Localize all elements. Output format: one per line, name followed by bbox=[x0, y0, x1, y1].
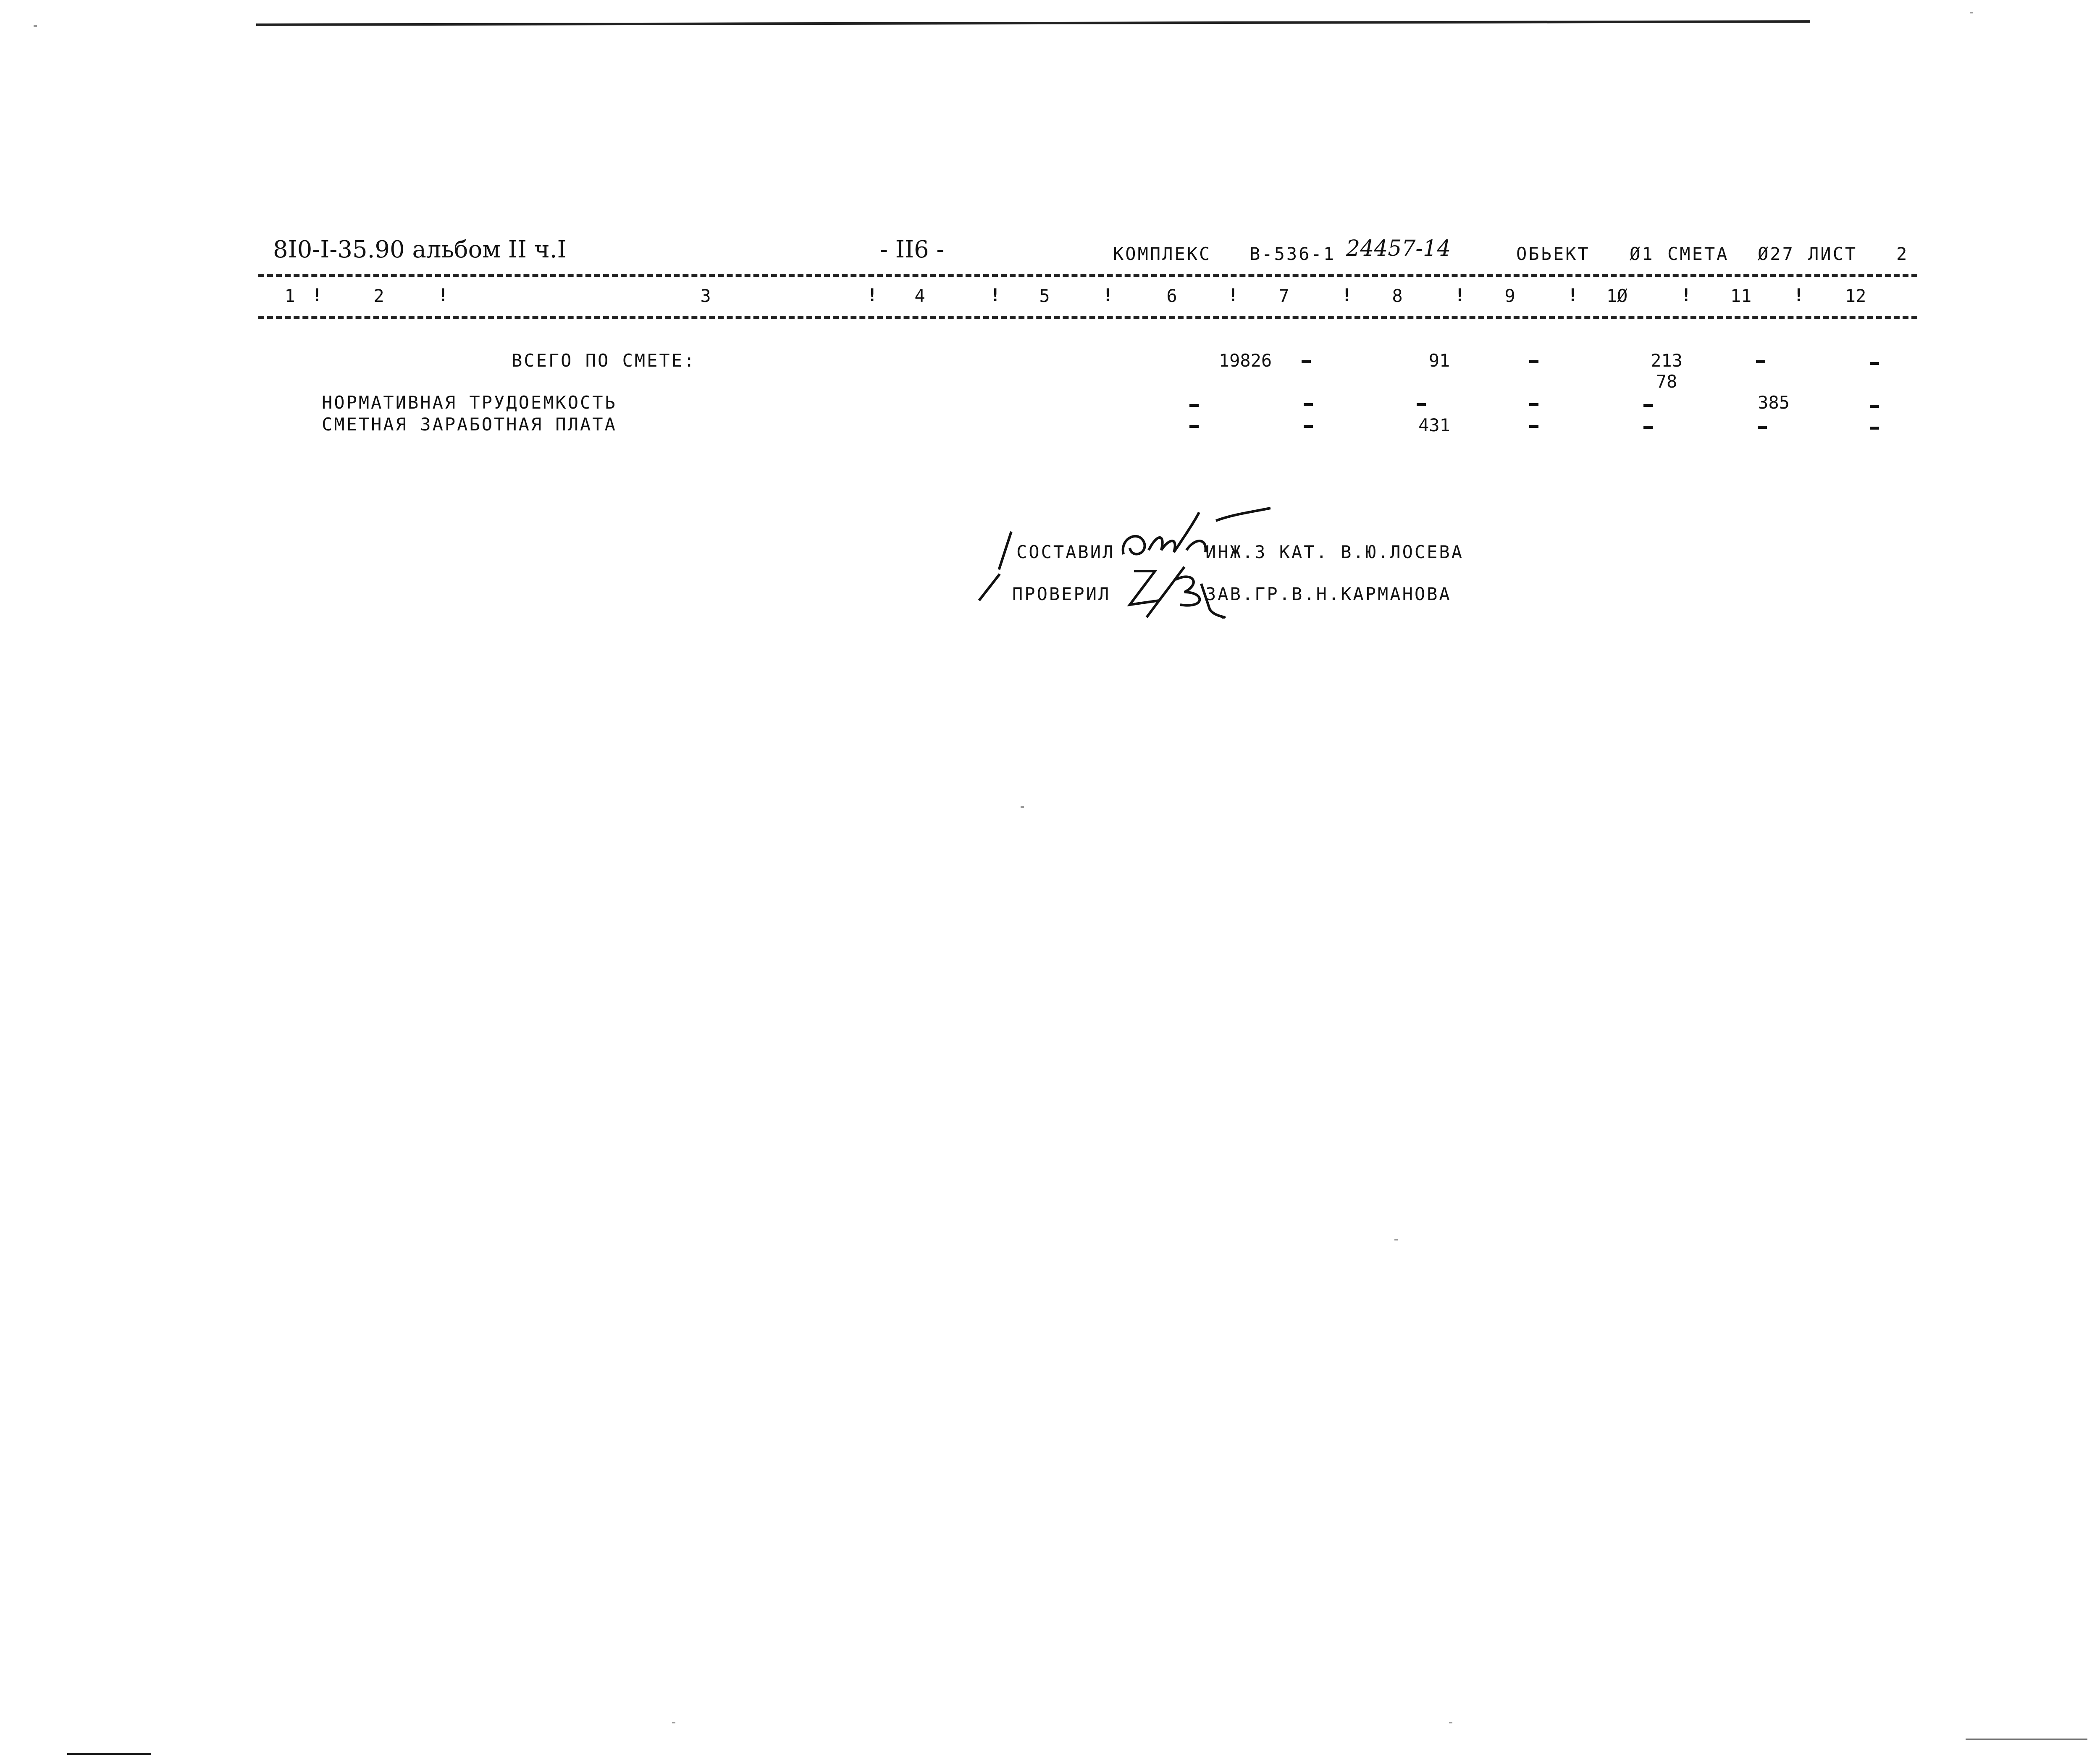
scan-speck bbox=[672, 1722, 675, 1723]
checked-slash-mark bbox=[978, 573, 1001, 601]
row-label: НОРМАТИВНАЯ ТРУДОЕМКОСТЬ bbox=[322, 392, 617, 413]
cell-col8-dash bbox=[1417, 403, 1426, 406]
cell-col10-dash bbox=[1643, 426, 1653, 429]
scan-speck bbox=[1394, 1239, 1398, 1240]
cell-col10-dash bbox=[1643, 404, 1653, 407]
object-label: ОБЬЕКТ bbox=[1516, 244, 1590, 264]
cell-col7-dash bbox=[1302, 360, 1311, 363]
cell-col9-dash bbox=[1529, 425, 1538, 428]
checked-label: ПРОВЕРИЛ bbox=[1012, 584, 1111, 604]
cell-col9-dash bbox=[1529, 403, 1538, 406]
cell-col8: 91 bbox=[1428, 350, 1450, 371]
col-num-5: 5 bbox=[1039, 286, 1050, 306]
cell-col12-dash bbox=[1870, 427, 1879, 430]
col-num-2: 2 bbox=[373, 286, 384, 306]
col-separator: ! bbox=[438, 285, 449, 305]
cell-col6: 19826 bbox=[1218, 350, 1272, 371]
object-number: Ø1 bbox=[1630, 244, 1654, 264]
cell-col6-dash bbox=[1189, 425, 1199, 428]
page-number: - II6 - bbox=[880, 236, 945, 263]
cell-col11-dash bbox=[1758, 426, 1767, 429]
header-dash-line-1 bbox=[258, 274, 1917, 277]
scan-speck bbox=[1449, 1722, 1452, 1723]
cell-col9-dash bbox=[1529, 360, 1538, 363]
col-separator: ! bbox=[1341, 285, 1352, 305]
composed-person: ИНЖ.3 КАТ. В.Ю.ЛОСЕВА bbox=[1205, 542, 1464, 562]
cell-col11-dash bbox=[1756, 360, 1765, 363]
complex-code: В-536-1 bbox=[1250, 244, 1336, 264]
estimate-label: СМЕТА bbox=[1667, 244, 1729, 264]
scan-speck bbox=[34, 25, 37, 27]
col-separator: ! bbox=[990, 285, 1001, 305]
cell-col7-dash bbox=[1304, 425, 1313, 428]
col-num-6: 6 bbox=[1166, 286, 1177, 306]
col-separator: ! bbox=[867, 285, 878, 305]
cell-col10: 213 bbox=[1651, 350, 1683, 371]
col-separator: ! bbox=[1567, 285, 1578, 305]
bottom-left-margin-line bbox=[67, 1753, 151, 1755]
col-separator: ! bbox=[1681, 285, 1692, 305]
cell-col10-sub: 78 bbox=[1656, 371, 1677, 392]
complex-label: КОМПЛЕКС bbox=[1113, 244, 1212, 264]
top-border-line bbox=[256, 20, 1810, 26]
document-code: 8I0-I-35.90 альбом II ч.I bbox=[273, 236, 567, 263]
col-num-8: 8 bbox=[1392, 286, 1403, 306]
estimate-number: Ø27 bbox=[1758, 244, 1795, 264]
row-label: ВСЕГО ПО СМЕТЕ: bbox=[512, 350, 696, 371]
bottom-right-margin-line bbox=[1966, 1739, 2087, 1740]
composed-label: СОСТАВИЛ bbox=[1016, 542, 1115, 562]
col-num-7: 7 bbox=[1278, 286, 1289, 306]
scan-speck bbox=[1021, 806, 1024, 808]
sheet-number: 2 bbox=[1896, 244, 1909, 264]
cell-col7-dash bbox=[1304, 403, 1313, 406]
complex-handwritten-number: 24457-14 bbox=[1346, 236, 1451, 261]
header-dash-line-2 bbox=[258, 316, 1917, 319]
col-num-12: 12 bbox=[1845, 286, 1866, 306]
col-separator: ! bbox=[1454, 285, 1465, 305]
sheet-label: ЛИСТ bbox=[1808, 244, 1858, 264]
cell-col6-dash bbox=[1189, 404, 1199, 407]
cell-col11: 385 bbox=[1758, 392, 1790, 413]
col-num-3: 3 bbox=[700, 286, 711, 306]
composed-slash-mark bbox=[998, 531, 1013, 570]
cell-col8: 431 bbox=[1418, 415, 1450, 435]
cell-col12-dash bbox=[1870, 362, 1879, 365]
col-separator: ! bbox=[1793, 285, 1804, 305]
col-separator: ! bbox=[1102, 285, 1113, 305]
col-separator: ! bbox=[1228, 285, 1239, 305]
scan-speck bbox=[1970, 12, 1973, 13]
col-num-10: 1Ø bbox=[1606, 286, 1628, 306]
row-label: СМЕТНАЯ ЗАРАБОТНАЯ ПЛАТА bbox=[322, 414, 617, 435]
col-num-11: 11 bbox=[1730, 286, 1752, 306]
col-separator: ! bbox=[312, 285, 323, 305]
checked-person: ЗАВ.ГР.В.Н.КАРМАНОВА bbox=[1205, 584, 1452, 604]
cell-col12-dash bbox=[1870, 405, 1879, 408]
col-num-1: 1 bbox=[284, 286, 295, 306]
col-num-9: 9 bbox=[1504, 286, 1515, 306]
col-num-4: 4 bbox=[914, 286, 925, 306]
